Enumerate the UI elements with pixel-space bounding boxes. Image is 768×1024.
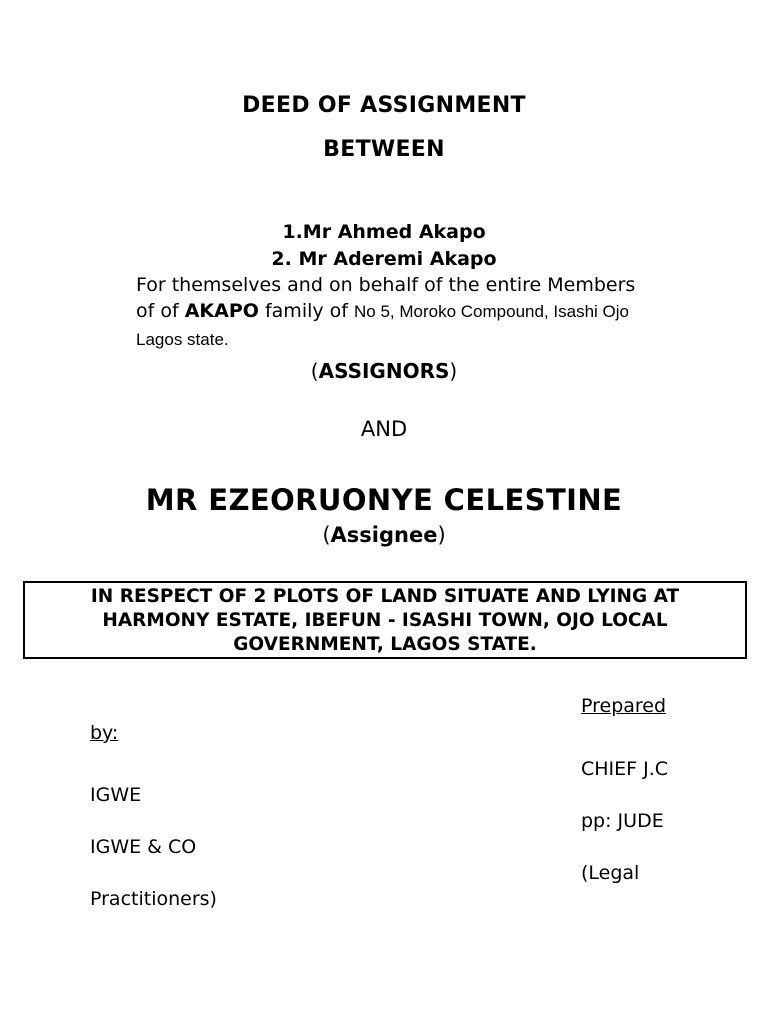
address-part-2: Lagos state. [136, 330, 229, 349]
assignors-role-open: ( [310, 359, 319, 383]
assignee-role-close: ) [437, 523, 446, 547]
assignor-1: 1.Mr Ahmed Akapo [282, 221, 486, 243]
assignor-2: 2. Mr Aderemi Akapo [271, 248, 497, 270]
preparer-left-2: IGWE & CO [90, 836, 197, 858]
preparer-left-1: IGWE [90, 784, 142, 806]
and-separator: AND [360, 417, 408, 441]
in-respect-line-1: IN RESPECT OF 2 PLOTS OF LAND SITUATE AND LYING AT [90, 586, 680, 607]
between-heading: BETWEEN [323, 137, 445, 162]
assignee-role-label: Assignee [330, 523, 438, 547]
assignee-role-open: ( [322, 523, 331, 547]
document-title: DEED OF ASSIGNMENT [242, 93, 526, 118]
in-respect-box [23, 581, 747, 659]
assignors-role-label: ASSIGNORS [318, 359, 450, 383]
preparer-right-3: (Legal [581, 862, 640, 884]
in-respect-line-2: HARMONY ESTATE, IBEFUN - ISASHI TOWN, OJO LOCAL [102, 610, 668, 631]
preparer-right-1: CHIEF J.C [581, 758, 669, 780]
in-respect-line-3: GOVERNMENT, LAGOS STATE. [233, 634, 537, 655]
assignee-role [0, 523, 768, 547]
behalf-prefix: of of [136, 300, 185, 322]
address-part-1: No 5, Moroko Compound, Isashi Ojo [354, 302, 629, 321]
preparer-left-3: Practitioners) [90, 888, 217, 910]
assignors-role [0, 359, 768, 383]
behalf-mid: family of [258, 300, 355, 322]
by-label: by: [90, 722, 119, 744]
prepared-label: Prepared [581, 695, 667, 717]
behalf-line-1: For themselves and on behalf of the entire Members [136, 274, 636, 296]
preparer-right-2: pp: JUDE [581, 810, 664, 832]
family-name: AKAPO [184, 300, 259, 322]
assignee-name: MR EZEORUONYE CELESTINE [145, 483, 623, 517]
behalf-line-2 [136, 300, 629, 322]
assignors-role-close: ) [449, 359, 458, 383]
